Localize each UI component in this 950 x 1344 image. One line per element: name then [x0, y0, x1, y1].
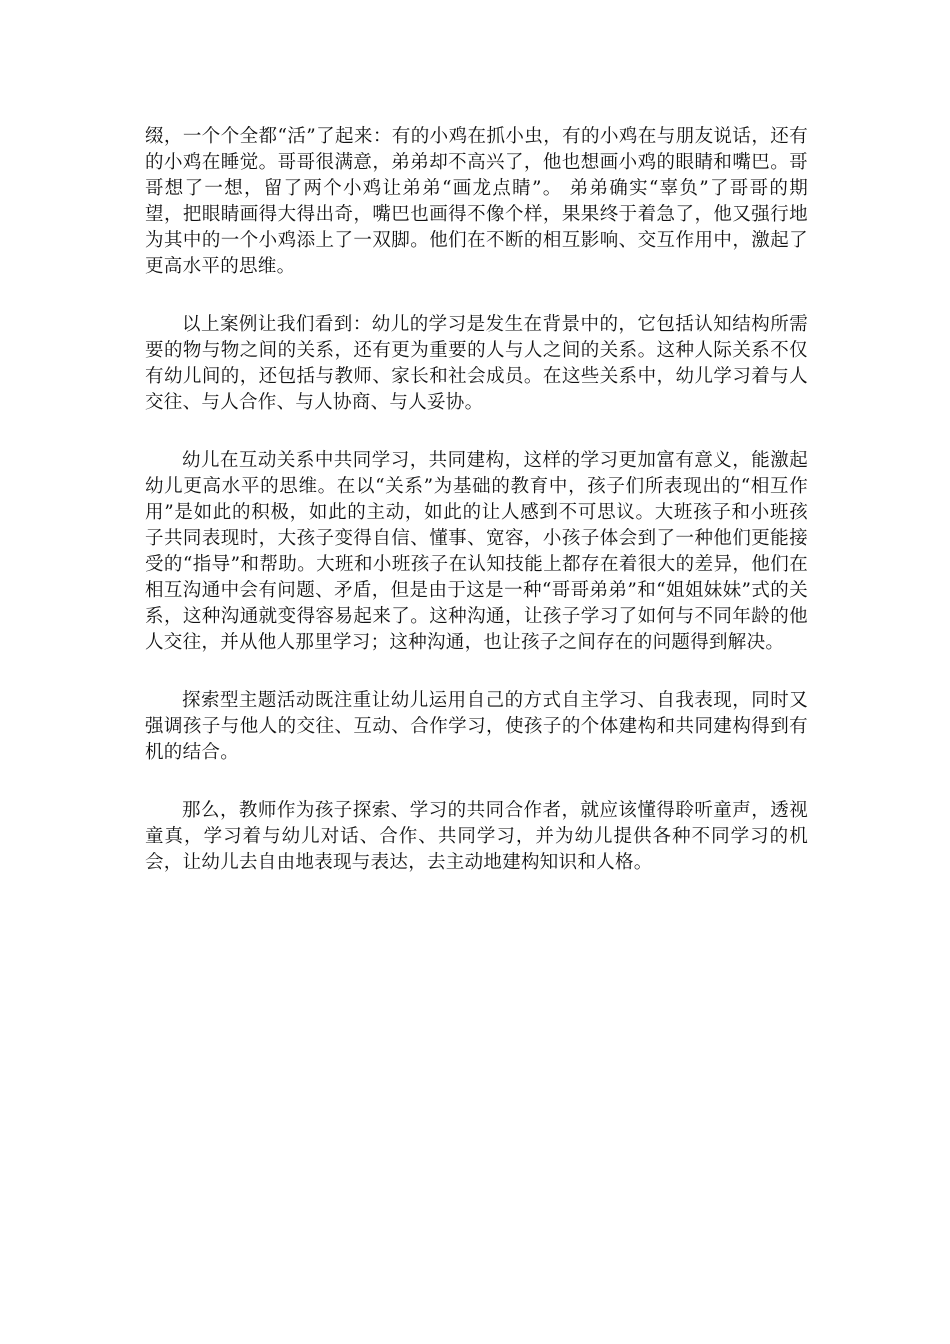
document-body	[145, 124, 808, 908]
paragraph-continuation: 缀，一个个全都“活”了起来：有的小鸡在抓小虫，有的小鸡在与朋友说话，还有的小鸡在睡觉。哥哥很满意，弟弟却不高兴了，他也想画小鸡的眼睛和嘴巴。哥哥想了一想，留了两个小鸡让弟弟“画龙点睛”。 弟弟确实“辜负”了哥哥的期望，把眼睛画得大得出奇，嘴巴也画得不像个样，果果终于着急了，他又强行地为其中的一个小鸡添上了一双脚。他们在不断的相互影响、交互作用中，激起了更高水平的思维。	[145, 126, 808, 277]
paragraph-case-analysis: 以上案例让我们看到：幼儿的学习是发生在背景中的，它包括认知结构所需要的物与物之间的关系，还有更为重要的人与人之间的关系。这种人际关系不仅有幼儿间的，还包括与教师、家长和社会成员。在这些关系中，幼儿学习着与人交往、与人合作、与人协商、与人妥协。	[145, 314, 808, 413]
paragraph-exploratory-activity: 探索型主题活动既注重让幼儿运用自己的方式自主学习、自我表现，同时又强调孩子与他人的交往、互动、合作学习，使孩子的个体建构和共同建构得到有机的结合。	[145, 690, 808, 763]
paragraph-teacher-role: 那么，教师作为孩子探索、学习的共同合作者，就应该懂得聆听童声，透视童真，学习着与幼儿对话、合作、共同学习，并为幼儿提供各种不同学习的机会，让幼儿去自由地表现与表达，去主动地建构知识和人格。	[145, 800, 808, 873]
paragraph-interactive-learning: 幼儿在互动关系中共同学习，共同建构，这样的学习更加富有意义，能激起幼儿更高水平的思维。在以“关系”为基础的教育中，孩子们所表现出的“相互作用”是如此的积极，如此的主动，如此的让人感到不可思议。大班孩子和小班孩子共同表现时，大孩子变得自信、懂事、宽容，小孩子体会到了一种他们更能接受的“指导”和帮助。大班和小班孩子在认知技能上都存在着很大的差异，他们在相互沟通中会有问题、矛盾，但是由于这是一种“哥哥弟弟”和“姐姐妹妹”式的关系，这种沟通就变得容易起来了。这种沟通，让孩子学习了如何与不同年龄的他人交往，并从他人那里学习；这种沟通，也让孩子之间存在的问题得到解决。	[145, 450, 808, 653]
